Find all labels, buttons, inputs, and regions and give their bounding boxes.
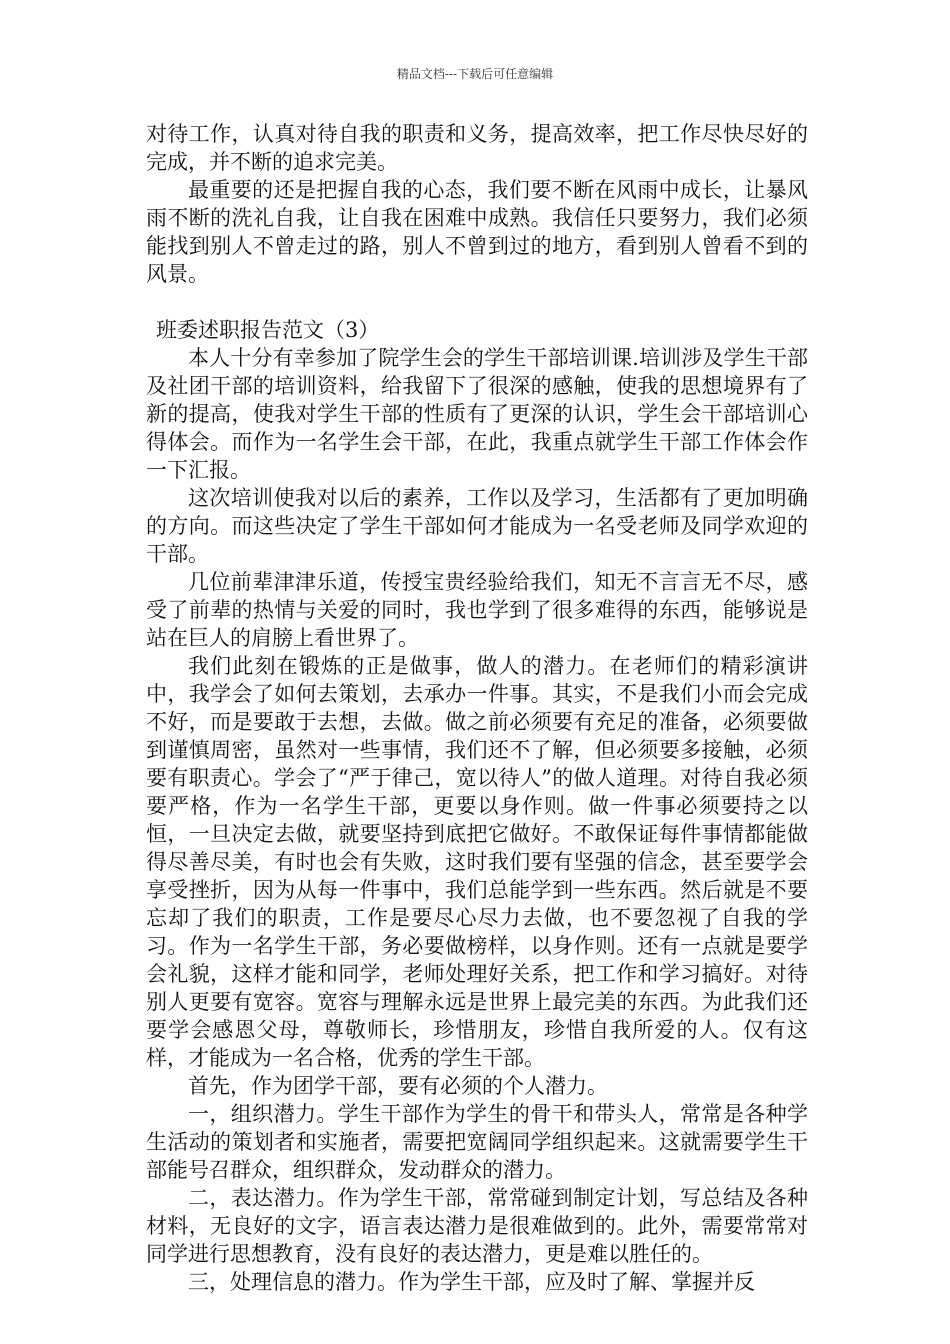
paragraph: 我们此刻在锻炼的正是做事，做人的潜力。在老师们的精彩演讲中，我学会了如何去策划，去承办一件事。其实，不是我们小而会完成不好，而是要敢于去想，去做。做之前必须要有充足的准备，必须要做到谨慎周密，虽然对一些事情，我们还不了解，但必须要多接触，必须要有职责心。学会了“严于律己，宽以待人”的做人道理。对待自我必须要严格，作为一名学生干部，更要以身作则。做一件事必须要持之以恒，一旦决定去做，就要坚持到底把它做好。不敢保证每件事情都能做得尽善尽美，有时也会有失败，这时我们要有坚强的信念，甚至要学会享受挫折，因为从每一件事中，我们总能学到一些东西。然后就是不要忘却了我们的职责，工作是要尽心尽力去做，也不要忽视了自我的学习。作为一名学生干部，务必要做榜样，以身作则。还有一点就是要学会礼貌，这样才能和同学，老师处理好关系，把工作和学习搞好。对待别人更要有宽容。宽容与理解永远是世界上最完美的东西。为此我们还要学会感恩父母，尊敬师长，珍惜朋友，珍惜自我所爱的人。仅有这样，才能成为一名合格，优秀的学生干部。: [146, 654, 808, 1070]
section-title: 班委述职报告范文（3）: [156, 318, 380, 342]
paragraph: 二，表达潜力。作为学生干部，常常碰到制定计划，写总结及各种材料，无良好的文字，语言表达潜力是很难做到的。此外，需要常常对同学进行思想教育，没有良好的表达潜力，更是难以胜任的。: [146, 1186, 808, 1266]
paragraph: 对待工作，认真对待自我的职责和义务，提高效率，把工作尽快尽好的完成，并不断的追求完美。: [146, 122, 808, 174]
paragraph: 这次培训使我对以后的素养，工作以及学习，生活都有了更加明确的方向。而这些决定了学生干部如何才能成为一名受老师及同学欢迎的干部。: [146, 486, 808, 566]
page-header: 精品文档---下载后可任意编辑: [396, 67, 554, 81]
paragraph: 本人十分有幸参加了院学生会的学生干部培训课.培训涉及学生干部及社团干部的培训资料，给我留下了很深的感触，使我的思想境界有了新的提高，使我对学生干部的性质有了更深的认识，学生会干部培训心得体会。而作为一名学生会干部，在此，我重点就学生干部工作体会作一下汇报。: [146, 346, 808, 482]
paragraph: 一，组织潜力。学生干部作为学生的骨干和带头人，常常是各种学生活动的策划者和实施者，需要把宽阔同学组织起来。这就需要学生干部能号召群众，组织群众，发动群众的潜力。: [146, 1102, 808, 1182]
paragraph: 最重要的还是把握自我的心态，我们要不断在风雨中成长，让暴风雨不断的洗礼自我，让自我在困难中成熟。我信任只要努力，我们必须能找到别人不曾走过的路，别人不曾到过的地方，看到别人曾看不到的风景。: [146, 178, 808, 286]
paragraph: 三，处理信息的潜力。作为学生干部，应及时了解、掌握并反: [188, 1270, 755, 1294]
paragraph: 首先，作为团学干部，要有必须的个人潜力。: [188, 1074, 608, 1098]
paragraph: 几位前辈津津乐道，传授宝贵经验给我们，知无不言言无不尽，感受了前辈的热情与关爱的同时，我也学到了很多难得的东西，能够说是站在巨人的肩膀上看世界了。: [146, 570, 808, 650]
document-body: [146, 120, 808, 1296]
